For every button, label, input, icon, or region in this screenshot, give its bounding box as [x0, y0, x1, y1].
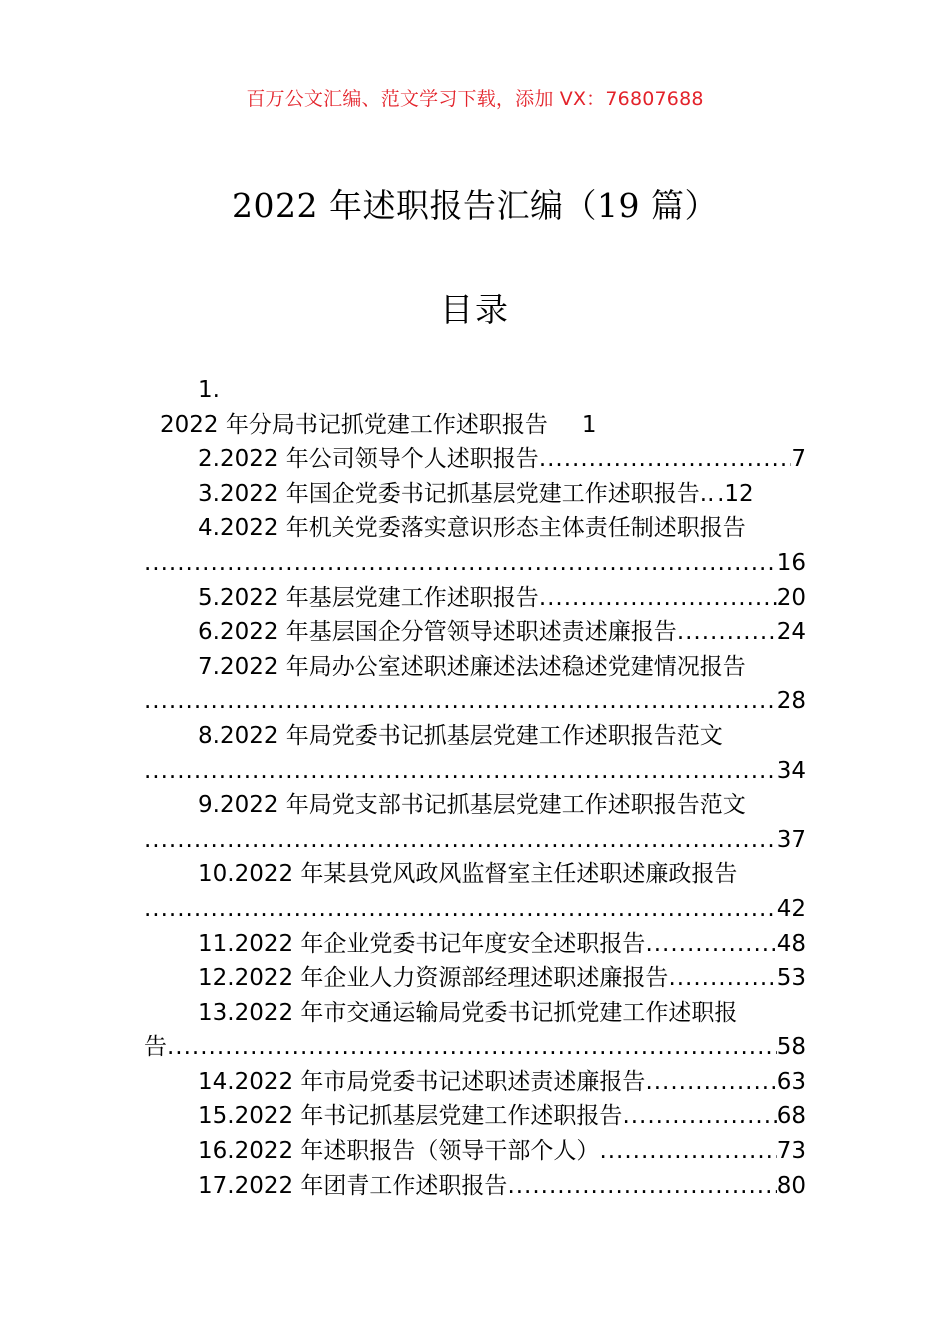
- toc-leader-dots: [144, 823, 777, 858]
- toc-entry-number: 15.: [198, 1103, 235, 1130]
- toc-entry-page: 48: [776, 930, 806, 957]
- toc-entry-13[interactable]: [144, 996, 806, 1065]
- toc-entry-page: 1: [581, 411, 597, 438]
- toc-entry-title: 2022 年企业人力资源部经理述职述廉报告: [234, 965, 669, 992]
- toc-leader-dots: [645, 1065, 776, 1100]
- toc-leader-dots: [599, 1134, 776, 1169]
- toc-entry-title: 2022 年分局书记抓党建工作述职报告: [160, 411, 548, 438]
- toc-entry-title: 2022 年某县党风政风监督室主任述职述廉政报告: [234, 861, 738, 888]
- toc-leader-dots: [167, 1030, 777, 1065]
- toc-entry-3[interactable]: [144, 477, 806, 512]
- toc-entry-title: 2022 年市局党委书记述职述责述廉报告: [234, 1068, 646, 1095]
- toc-entry-number: 3.: [198, 480, 220, 507]
- toc-entry-number: 5.: [198, 584, 220, 611]
- toc-entry-number: 9.: [198, 792, 220, 819]
- toc-leader-dots: [622, 1099, 776, 1134]
- toc-heading: 目录: [440, 290, 510, 329]
- toc-entry-page: 37: [776, 826, 806, 853]
- toc-entry-15[interactable]: [144, 1099, 806, 1134]
- toc-entry-page: 68: [776, 1103, 806, 1130]
- table-of-contents: [144, 373, 806, 1203]
- toc-entry-title: 2022 年局党委书记抓基层党建工作述职报告范文: [219, 722, 723, 749]
- toc-entry-title: 2022 年机关党委落实意识形态主体责任制述职报告: [219, 515, 746, 542]
- toc-entry-title: 2022 年述职报告（领导干部个人）: [234, 1138, 600, 1165]
- toc-entry-page: 34: [776, 757, 806, 784]
- toc-entry-number: 1.: [198, 377, 220, 403]
- toc-entry-page: .12: [717, 480, 754, 507]
- toc-entry-number: 2.: [198, 446, 220, 473]
- toc-entry-number: 13.: [198, 999, 235, 1026]
- toc-leader-dots: [707, 477, 717, 512]
- toc-entry-12[interactable]: [144, 961, 806, 996]
- toc-entry-page: 58: [776, 1034, 806, 1061]
- toc-leader-dots: [539, 442, 792, 477]
- toc-entry-4[interactable]: [144, 511, 806, 580]
- toc-entry-8[interactable]: [144, 719, 806, 788]
- toc-entry-6[interactable]: [144, 615, 806, 650]
- toc-entry-page: 53: [776, 965, 806, 992]
- toc-entry-5[interactable]: [144, 581, 806, 616]
- toc-entry-7[interactable]: [144, 650, 806, 719]
- toc-entry-page: 16: [776, 549, 806, 576]
- toc-entry-page: 73: [776, 1138, 806, 1165]
- toc-leader-dots: [144, 892, 777, 927]
- toc-entry-page: 7: [791, 446, 806, 473]
- toc-entry-title: 2022 年企业党委书记年度安全述职报告: [234, 930, 646, 957]
- toc-entry-2[interactable]: [144, 442, 806, 477]
- toc-entry-number: 6.: [198, 619, 220, 646]
- toc-leader-dots: [677, 615, 777, 650]
- toc-entry-page: 42: [776, 895, 806, 922]
- toc-entry-10[interactable]: [144, 857, 806, 926]
- toc-entry-number: 12.: [198, 965, 235, 992]
- banner-text: 百万公文汇编、范文学习下载，添加 VX：76807688: [246, 88, 704, 110]
- toc-entry-number: 11.: [198, 930, 235, 957]
- toc-entry-17[interactable]: [144, 1169, 806, 1204]
- toc-leader-dots: [144, 754, 777, 789]
- toc-entry-page: 28: [776, 688, 806, 715]
- toc-entry-number: 7.: [198, 653, 220, 680]
- toc-entry-number: 4.: [198, 515, 220, 542]
- toc-entry-title: 2022 年基层国企分管领导述职述责述廉报告: [219, 619, 677, 646]
- toc-entry-title: 2022 年团青工作述职报告: [234, 1172, 508, 1199]
- toc-entry-page: 63: [776, 1068, 806, 1095]
- toc-entry-16[interactable]: [144, 1134, 806, 1169]
- toc-entry-number: 10.: [198, 861, 235, 888]
- toc-entry-title: 2022 年书记抓基层党建工作述职报告: [234, 1103, 623, 1130]
- toc-entry-title: 2022 年国企党委书记抓基层党建工作述职报告.: [219, 480, 708, 507]
- toc-entry-page: 80: [776, 1172, 806, 1199]
- toc-leader-dots: [144, 546, 777, 581]
- toc-entry-page: 24: [776, 619, 806, 646]
- toc-entry-9[interactable]: [144, 788, 806, 857]
- toc-entry-title: 2022 年局办公室述职述廉述法述稳述党建情况报告: [219, 653, 746, 680]
- toc-entry-title: 2022 年市交通运输局党委书记抓党建工作述职报: [234, 999, 738, 1026]
- toc-leader-dots: [668, 961, 776, 996]
- toc-leader-dots: [539, 581, 777, 616]
- toc-entry-title-continued: 告: [144, 1034, 167, 1061]
- toc-entry-page: 20: [776, 584, 806, 611]
- toc-entry-number: 17.: [198, 1172, 235, 1199]
- toc-entry-number: 14.: [198, 1068, 235, 1095]
- toc-entry-14[interactable]: [144, 1065, 806, 1100]
- toc-entry-number: 8.: [198, 722, 220, 749]
- toc-entry-title: 2022 年基层党建工作述职报告: [219, 584, 539, 611]
- toc-entry-title: 2022 年局党支部书记抓基层党建工作述职报告范文: [219, 792, 746, 819]
- toc-entry-title: 2022 年公司领导个人述职报告: [219, 446, 539, 473]
- toc-entry-11[interactable]: [144, 927, 806, 962]
- toc-entry-number: 16.: [198, 1138, 235, 1165]
- toc-leader-dots: [144, 684, 777, 719]
- document-title: 2022 年述职报告汇编（19 篇）: [232, 186, 718, 225]
- toc-entry-1[interactable]: [144, 373, 806, 442]
- toc-leader-dots: [645, 927, 776, 962]
- toc-leader-dots: [507, 1169, 776, 1204]
